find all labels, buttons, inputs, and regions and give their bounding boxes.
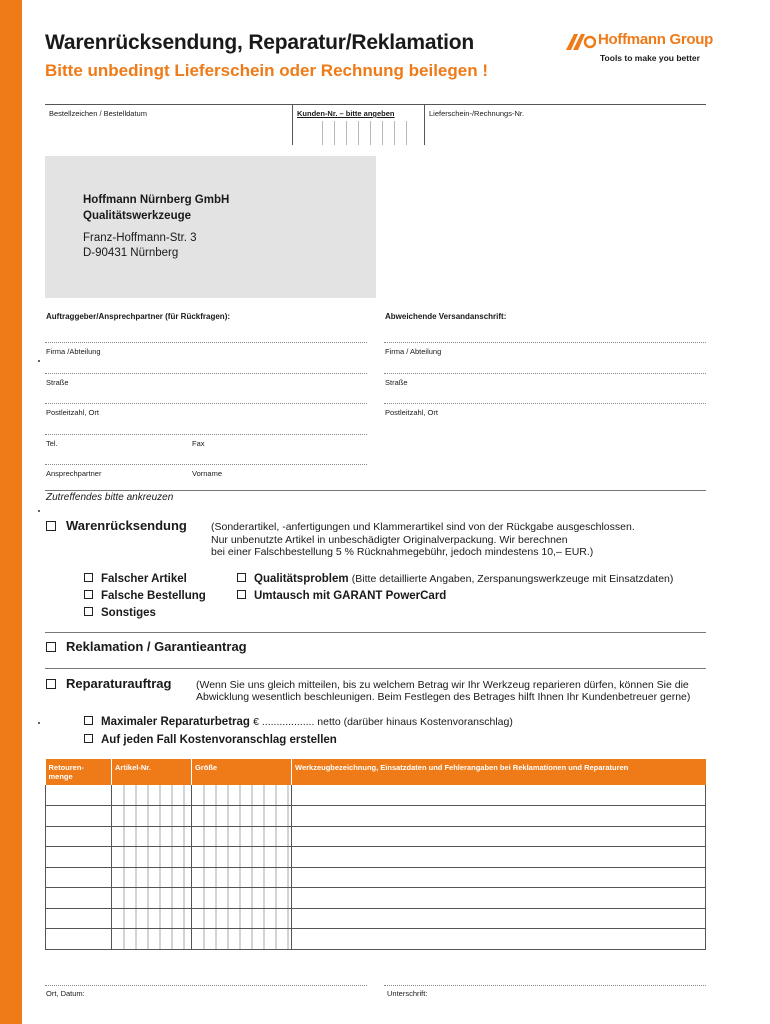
qty-cell[interactable]: [46, 908, 112, 929]
client-contact-label: Ansprechpartner: [46, 469, 102, 478]
description-cell[interactable]: [292, 847, 706, 868]
client-first-name-label: Vorname: [192, 469, 223, 478]
article-cell[interactable]: [112, 867, 192, 888]
wrong-item-label: Falscher Artikel: [101, 573, 187, 585]
estimate-option[interactable]: [84, 734, 337, 746]
repair-note-2: Abwicklung wesentlich beschleunigen. Beim Festlegen des Betrages hilft Ihnen Ihr Kundenbetreuer gerne): [196, 691, 691, 703]
wrong-order-checkbox[interactable]: [84, 590, 93, 599]
fold-mark: [38, 722, 40, 724]
description-cell[interactable]: [292, 908, 706, 929]
complaint-label: Reklamation / Garantieantrag: [66, 639, 247, 654]
client-street-line[interactable]: [45, 373, 367, 374]
client-section-heading: Auftraggeber/Ansprechpartner (für Rückfragen):: [46, 312, 231, 321]
shipping-section-heading: Abweichende Versandanschrift:: [385, 312, 507, 321]
description-cell[interactable]: [292, 888, 706, 909]
max-amount-option[interactable]: [84, 716, 513, 728]
fold-mark: [38, 510, 40, 512]
shipping-company-label: Firma / Abteilung: [385, 347, 442, 356]
description-cell[interactable]: [292, 785, 706, 806]
max-amount-note: € .................. netto (darüber hinaus Kostenvoranschlag): [253, 716, 513, 728]
col-article-no: Artikel-Nr.: [112, 759, 192, 785]
place-date-line[interactable]: [45, 985, 367, 986]
table-row: [46, 806, 706, 827]
return-note-1: (Sonderartikel, -anfertigungen und Klammerartikel sind von der Rückgabe ausgeschlossen.: [211, 521, 635, 533]
shipping-zip-label: Postleitzahl, Ort: [385, 408, 438, 417]
article-cell[interactable]: [112, 806, 192, 827]
divider: [45, 632, 706, 633]
repair-label: Reparaturauftrag: [66, 676, 172, 691]
order-info-row: [45, 104, 706, 144]
order-reference-label: Bestellzeichen / Bestelldatum: [49, 109, 147, 118]
article-cell[interactable]: [112, 908, 192, 929]
article-cell[interactable]: [112, 888, 192, 909]
customer-number-field[interactable]: [292, 105, 424, 145]
return-option[interactable]: [46, 518, 187, 533]
repair-option[interactable]: [46, 676, 171, 691]
exchange-option[interactable]: [237, 590, 446, 602]
article-cell[interactable]: [112, 847, 192, 868]
size-cell[interactable]: [192, 826, 292, 847]
client-fax-label: Fax: [192, 439, 205, 448]
qty-cell[interactable]: [46, 806, 112, 827]
recipient-department: Qualitätswerkzeuge: [83, 210, 192, 222]
order-reference-field[interactable]: [45, 105, 292, 145]
table-row: [46, 785, 706, 806]
return-note-3: bei einer Falschbestellung 5 % Rücknahmegebühr, jedoch mindestens 10,– EUR.): [211, 546, 594, 558]
table-row: [46, 847, 706, 868]
size-cell[interactable]: [192, 908, 292, 929]
quality-option[interactable]: [237, 573, 673, 585]
quality-note: (Bitte detaillierte Angaben, Zerspanungswerkzeuge mit Einsatzdaten): [351, 573, 674, 585]
other-label: Sonstiges: [101, 607, 156, 619]
quality-checkbox[interactable]: [237, 573, 246, 582]
table-row: [46, 908, 706, 929]
size-cell[interactable]: [192, 806, 292, 827]
col-return-qty-label: Retouren- menge: [48, 763, 84, 781]
quality-label: Qualitätsproblem: [254, 573, 349, 585]
logo-wordmark: Hoffmann Group: [598, 31, 713, 48]
table-row: [46, 826, 706, 847]
max-amount-checkbox[interactable]: [84, 716, 93, 725]
shipping-zip-line[interactable]: [384, 403, 706, 404]
wrong-item-checkbox[interactable]: [84, 573, 93, 582]
signature-label: Unterschrift:: [387, 989, 428, 998]
page-title: Warenrücksendung, Reparatur/Reklamation: [45, 31, 475, 54]
description-cell[interactable]: [292, 867, 706, 888]
col-return-qty: [46, 759, 112, 785]
recipient-street: Franz-Hoffmann-Str. 3: [83, 232, 197, 244]
wrong-order-option[interactable]: [84, 590, 206, 602]
article-cell[interactable]: [112, 929, 192, 950]
table-row: [46, 929, 706, 950]
exchange-checkbox[interactable]: [237, 590, 246, 599]
page-subtitle: Bitte unbedingt Lieferschein oder Rechnung beilegen !: [45, 61, 488, 80]
size-cell[interactable]: [192, 929, 292, 950]
return-checkbox[interactable]: [46, 521, 56, 531]
divider: [45, 668, 706, 669]
customer-number-digit-boxes: [311, 121, 411, 145]
client-phone-label: Tel.: [46, 439, 58, 448]
repair-note-1: (Wenn Sie uns gleich mitteilen, bis zu welchem Betrag wir Ihr Werkzeug reparieren dürfen, können Sie die: [196, 679, 689, 691]
divider: [45, 490, 706, 491]
shipping-street-label: Straße: [385, 378, 408, 387]
max-amount-label: Maximaler Reparaturbetrag: [101, 716, 250, 728]
recipient-company: Hoffmann Nürnberg GmbH: [83, 194, 230, 206]
exchange-label: Umtausch mit GARANT PowerCard: [254, 590, 447, 602]
shipping-street-line[interactable]: [384, 373, 706, 374]
shipping-company-line[interactable]: [384, 342, 706, 343]
qty-cell[interactable]: [46, 847, 112, 868]
client-company-label: Firma /Abteilung: [46, 347, 101, 356]
orange-side-bar: [0, 0, 22, 1024]
article-cell[interactable]: [112, 785, 192, 806]
col-size: Größe: [192, 759, 292, 785]
repair-checkbox[interactable]: [46, 679, 56, 689]
other-checkbox[interactable]: [84, 607, 93, 616]
client-contact-line[interactable]: [45, 464, 367, 465]
table-row: [46, 888, 706, 909]
invoice-number-field[interactable]: [424, 105, 706, 145]
invoice-number-label: Lieferschein-/Rechnungs-Nr.: [429, 109, 525, 118]
description-cell[interactable]: [292, 929, 706, 950]
wrong-item-option[interactable]: [84, 573, 187, 585]
recipient-city: D-90431 Nürnberg: [83, 247, 179, 259]
place-date-label: Ort, Datum:: [46, 989, 85, 998]
size-cell[interactable]: [192, 847, 292, 868]
description-cell[interactable]: [292, 806, 706, 827]
items-table-header: [46, 759, 706, 785]
recipient-address-box: [45, 156, 376, 298]
qty-cell[interactable]: [46, 929, 112, 950]
client-street-label: Straße: [46, 378, 69, 387]
complaint-checkbox[interactable]: [46, 642, 56, 652]
wrong-order-label: Falsche Bestellung: [101, 590, 206, 602]
client-zip-label: Postleitzahl, Ort: [46, 408, 99, 417]
qty-cell[interactable]: [46, 888, 112, 909]
other-option[interactable]: [84, 607, 156, 619]
return-note-2: Nur unbenutzte Artikel in unbeschädigter Originalverpackung. Wir berechnen: [211, 534, 568, 546]
client-phone-line[interactable]: [45, 434, 367, 435]
items-table: [45, 759, 706, 950]
table-row: [46, 867, 706, 888]
return-label: Warenrücksendung: [66, 518, 187, 533]
col-description: Werkzeugbezeichnung, Einsatzdaten und Fehlerangaben bei Reklamationen und Reparaturen: [292, 759, 706, 785]
qty-cell[interactable]: [46, 785, 112, 806]
fold-mark: [38, 360, 40, 362]
client-company-line[interactable]: [45, 342, 367, 343]
size-cell[interactable]: [192, 888, 292, 909]
qty-cell[interactable]: [46, 867, 112, 888]
size-cell[interactable]: [192, 867, 292, 888]
check-hint: Zutreffendes bitte ankreuzen: [46, 492, 174, 503]
logo-mark-icon: [566, 32, 596, 50]
description-cell[interactable]: [292, 826, 706, 847]
signature-line[interactable]: [384, 985, 706, 986]
customer-number-label: Kunden-Nr. – bitte angeben: [297, 109, 395, 118]
estimate-checkbox[interactable]: [84, 734, 93, 743]
qty-cell[interactable]: [46, 826, 112, 847]
size-cell[interactable]: [192, 785, 292, 806]
article-cell[interactable]: [112, 826, 192, 847]
client-zip-line[interactable]: [45, 403, 367, 404]
estimate-label: Auf jeden Fall Kostenvoranschlag erstellen: [101, 734, 337, 746]
hoffmann-logo: [566, 28, 756, 68]
complaint-option[interactable]: [46, 639, 247, 654]
logo-tagline: Tools to make you better: [600, 53, 700, 63]
